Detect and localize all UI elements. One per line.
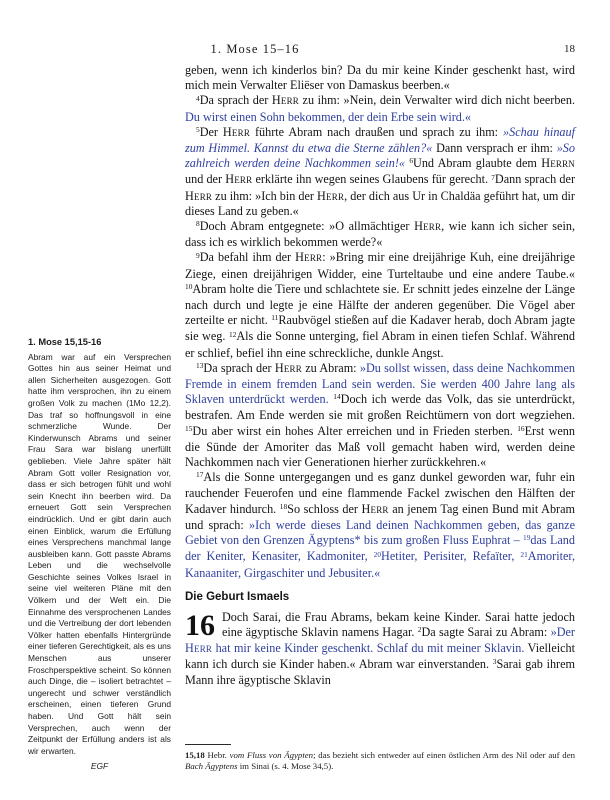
- chapter-number: 16: [185, 608, 215, 642]
- text-segment: , wie kann ich sicher sein, dass ich es wirklich bekommen werde?«: [185, 219, 575, 250]
- divine-name: Herr: [271, 93, 300, 108]
- verse-number: 5: [196, 125, 200, 135]
- verse-number: 15: [185, 423, 193, 433]
- text-segment: Sarai gab ihrem Mann ihre ägyptische Sklavin: [185, 656, 575, 687]
- verse-number: 14: [333, 392, 341, 402]
- text-segment: Abram holte die Tiere und schlachtete sie. Er schnitt jedes einzelne der Länge nach durch und legte je eine Hälfte der anderen gegenüber. Die Vögel aber zerteilte er nicht.: [185, 281, 575, 328]
- text-segment: Da sagte Sarai zu Abram:: [421, 625, 551, 640]
- divine-name: Herr: [225, 172, 253, 187]
- verse-number: 12: [228, 329, 237, 339]
- text-segment: Amoriter, Kanaaniter, Girgaschiter und Jebusiter.«: [185, 549, 575, 580]
- divine-name: Herr: [185, 641, 213, 656]
- text-segment: Doch ich werde das Volk, das sie unterdrückt, bestrafen. Am Ende werden sie mit großen Reichtümern von dort wegziehen.: [185, 392, 575, 423]
- scripture-paragraphs: [185, 63, 575, 581]
- text-segment: : »Bring mir eine dreijährige Kuh, eine dreijährige Ziege, einen dreijährigen Widder, eine Turteltaube und eine andere Taube.«: [185, 250, 575, 281]
- verse-number: 21: [520, 549, 528, 559]
- scripture-paragraph: [185, 93, 575, 124]
- commentary-body: Abram war auf ein Versprechen Gottes hin aus seiner Heimat und allen Sicherheiten ausgezogen. Gott hatte ihm versprochen, ihn zu einem großen Volk zu machen (1Mo 12,2). Das traf so hoffnungsvoll in eine schmerzliche Wunde. Der Kinderwunsch Abrams und seiner Frau Sara war bislang unerfüllt geblieben. Viele Jahre später hält Abram Gott voller Resignation vor, dass er sich betrogen fühlt und wohl sein Knecht ihn beerben wird. Da erneuert Gott sein Versprechen eindrücklich. Und er gibt darin auch einen Einblick, warum die Erfüllung eines Versprechens manchmal lange ausbleiben kann. Gott passte Abrams Leben und die wechselvolle Geschichte seines Volkes Israel in seine viel weiteren Pläne mit den Völkern und der Welt ein. Die Einnahme des versprochenen Landes und die Vertreibung der dort lebenden Völker hatten ebenfalls Hintergründe einer tieferen Gerechtigkeit, als es uns Menschen aus unserer Froschperspektive scheint. So können auch Dinge, die – isoliert betrachtet – ungerecht und schwer verständlich erscheinen, einen tieferen Grund haben. Und Gott hält sein Versprechen, auch wenn der Zeitpunkt der Erfüllung anders ist als wir erwarten.: [28, 351, 171, 756]
- text-segment: Hebr.: [207, 750, 230, 760]
- divine-name: Herr: [274, 360, 302, 375]
- verse-number: 16: [517, 423, 525, 433]
- divine-name: Herr: [295, 250, 323, 265]
- text-segment: Doch Abram entgegnete: »O allmächtiger: [199, 219, 415, 234]
- scripture-paragraph: [185, 361, 575, 470]
- text-segment: Du wirst einen Sohn bekommen, der dein Erbe sein wird.«: [185, 109, 472, 124]
- text-segment: hat mir keine Kinder geschenkt. Schlaf du mit meiner Sklavin.: [212, 641, 525, 656]
- verse-number: 9: [196, 250, 200, 260]
- divine-name: Herr: [414, 219, 442, 234]
- verse-number: 3: [492, 656, 497, 666]
- text-segment: Raubvögel stießen auf die Kadaver herab, doch Abram jagte sie weg.: [185, 313, 575, 344]
- text-segment: Vielleicht kann ich durch sie Kinder haben.« Abram war einverstanden.: [185, 641, 575, 671]
- text-segment: an jenem Tag einen Bund mit Abram und sprach:: [185, 501, 575, 532]
- verse-number: 6: [409, 156, 414, 166]
- text-segment: Da befahl ihm der: [199, 250, 296, 265]
- divine-name: Herr: [361, 501, 389, 516]
- text-segment: Doch Sarai, die Frau Abrams, bekam keine Kinder. Sarai hatte jedoch eine ägyptische Sklavin namens Hagar.: [222, 609, 575, 640]
- text-segment: zu ihm: »Ich bin der: [212, 188, 318, 203]
- text-segment: Bach Ägyptens: [185, 760, 238, 771]
- text-segment: Erst wenn die Sünde der Amoriter das Maß voll gemacht haben wird, werden deine Nachkommen nach vier Generationen hierher zurückkehren.«: [185, 423, 575, 470]
- running-head: 1. Mose 15–16: [210, 42, 300, 56]
- scripture-paragraph: [185, 63, 575, 93]
- footnote-text: [185, 750, 575, 772]
- text-segment: und der: [185, 172, 226, 187]
- verse-number: 13: [196, 361, 204, 371]
- divine-name: Herr: [317, 188, 345, 203]
- verse-number: 7: [491, 172, 495, 182]
- commentary-sidebar: [28, 337, 171, 773]
- text-segment: geben, wenn ich kinderlos bin? Da du mir keine Kinder geschenkt hast, wird mich mein Verwalter Eliëser von Damaskus beerben.«: [185, 63, 575, 93]
- section-heading: Die Geburt Ismaels: [185, 590, 290, 603]
- text-segment: führte Abram nach draußen und sprach zu ihm:: [250, 124, 504, 139]
- text-segment: zu ihm: »Nein, dein Verwalter wird dich nicht beerben.: [299, 93, 575, 108]
- text-segment: »Schau hinauf zum Himmel. Kannst du etwa die Sterne zählen?«: [185, 124, 575, 156]
- footnote: [185, 744, 575, 772]
- verse-number: 11: [271, 313, 279, 323]
- text-segment: das Land der Keniter, Kenasiter, Kadmoniter,: [185, 533, 575, 564]
- text-segment: »Der: [550, 625, 575, 640]
- text-segment: ; das bezieht sich entweder auf einen östlichen Arm des Nil oder auf den: [313, 750, 576, 760]
- verse-number: 17: [196, 470, 204, 480]
- text-segment: Dann versprach er ihm:: [432, 141, 557, 156]
- scripture-paragraph: [185, 470, 575, 580]
- divine-name: Herr: [222, 124, 251, 139]
- commentary-heading: 1. Mose 15,15-16: [28, 337, 102, 347]
- divine-name: Herr: [185, 188, 213, 203]
- verse-number: 10: [185, 282, 193, 292]
- scripture-paragraph: [185, 219, 575, 250]
- verse-number: 19: [523, 533, 531, 543]
- scripture-column: [185, 63, 575, 688]
- text-segment: Da sprach der: [203, 360, 275, 375]
- verse-number: 2: [417, 625, 422, 635]
- verse-number: 4: [196, 93, 200, 103]
- text-segment: Dann sprach der: [494, 172, 575, 187]
- verse-number: 18: [279, 501, 288, 511]
- text-segment: »Du sollst wissen, dass deine Nachkommen Fremde in einem fremden Land sein werden. Sie werden 400 Jahre lang als Sklaven unterdrückt werden.: [185, 360, 575, 407]
- scripture-paragraph: [185, 125, 575, 219]
- text-segment: zu Abram:: [301, 360, 360, 375]
- commentary-signature: EGF: [90, 761, 109, 772]
- verse-number: 20: [373, 549, 382, 559]
- text-segment: Du aber wirst ein hohes Alter erreichen und in Frieden sterben.: [192, 423, 518, 438]
- text-segment: Als die Sonne unterging, fiel Abram in einen tiefen Schlaf. Während er schlief, befiel ihn eine schreckliche, dunkle Angst.: [185, 329, 575, 360]
- text-segment: Der: [199, 124, 223, 139]
- text-segment: , der dich aus Ur in Chaldäa geführt hat, um dir dieses Land zu geben.«: [185, 188, 575, 218]
- text-segment: erklärte ihn wegen seines Glaubens für gerecht.: [252, 172, 492, 187]
- text-segment: »Ich werde dieses Land deinen Nachkommen geben, das ganze Gebiet von den Grenzen Ägyptens* bis zum großen Fluss Euphrat –: [185, 517, 575, 548]
- chapter-16-text: [185, 610, 575, 687]
- text-segment: Und Abram glaubte dem: [413, 156, 542, 171]
- text-segment: 15,18: [185, 750, 208, 760]
- page-number: 18: [564, 43, 575, 55]
- divine-name: Herrn: [541, 156, 576, 171]
- text-segment: Da sprach der: [199, 93, 272, 108]
- text-segment: im Sinai (s. 4. Mose 34,5).: [237, 760, 334, 771]
- text-segment: So schloss der: [287, 501, 362, 516]
- text-segment: vom Fluss von Ägypten: [229, 750, 314, 760]
- text-segment: Als die Sonne untergegangen und es ganz dunkel geworden war, fuhr ein rauchender Feuerofen und eine flammende Fackel zwischen den Hälften der Kadaver hindurch.: [185, 470, 575, 516]
- text-segment: Hetiter, Perisiter, Refaïter,: [381, 549, 521, 564]
- verse-number: 8: [196, 219, 200, 229]
- chapter-16-paragraph: [185, 610, 575, 688]
- text-segment: »So zahlreich werden deine Nachkommen sein!«: [185, 141, 575, 171]
- footnote-rule: [185, 744, 231, 745]
- scripture-paragraph: [185, 250, 575, 360]
